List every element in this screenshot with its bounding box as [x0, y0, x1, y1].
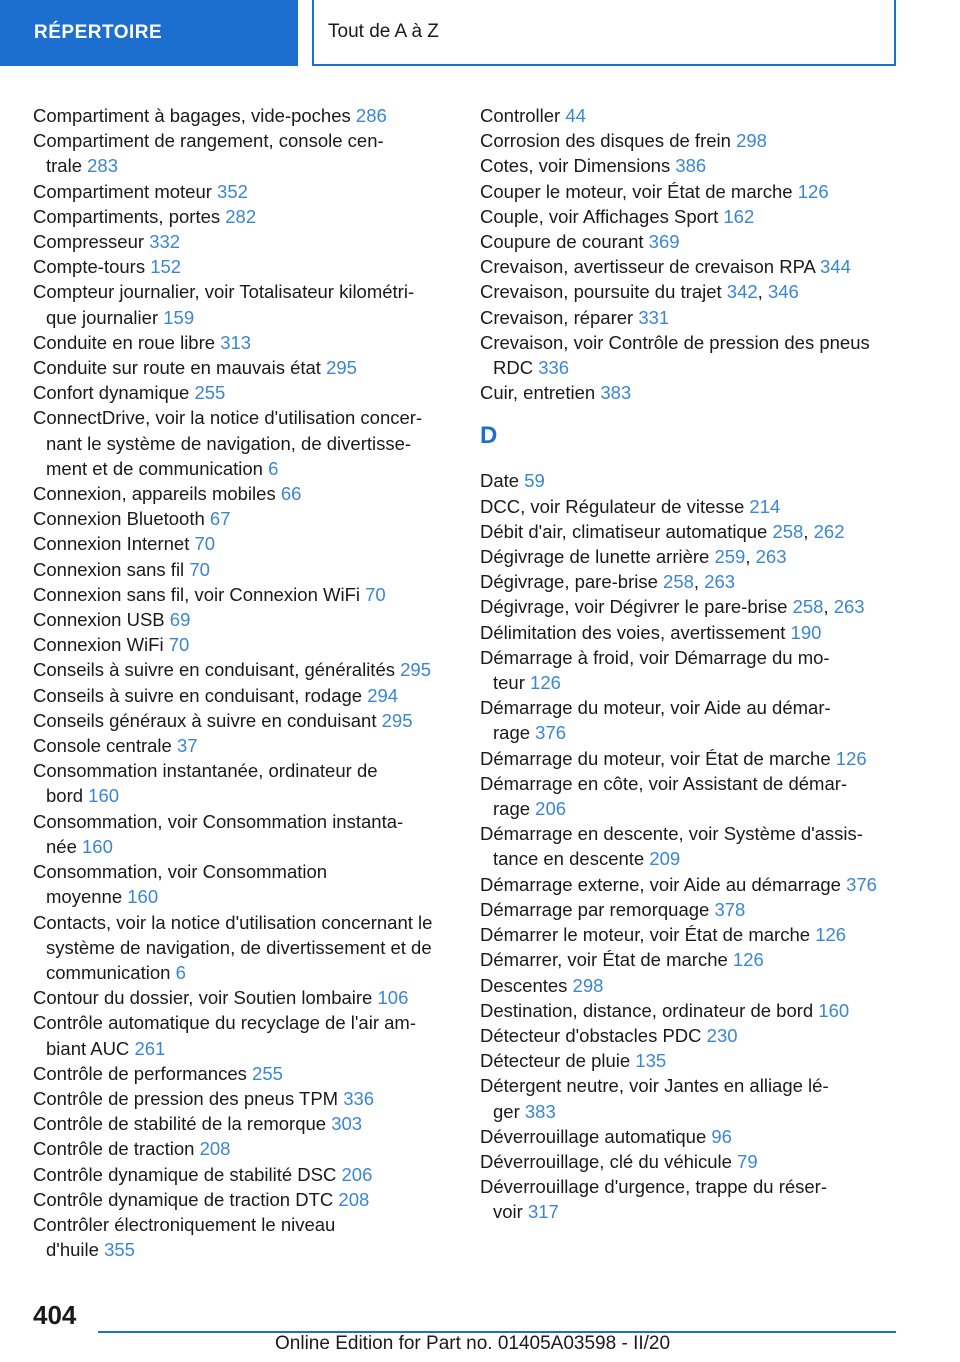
index-entry: [480, 922, 900, 947]
index-entry-continuation: d'huile: [46, 1239, 99, 1261]
index-entry-text: Compte-tours: [33, 256, 146, 278]
page-link[interactable]: 70: [194, 533, 216, 555]
index-entry: [33, 380, 453, 405]
index-entry: [480, 494, 900, 519]
index-entry: [33, 506, 453, 531]
index-entry-text: DCC, voir Régulateur de vitesse: [480, 495, 745, 517]
index-entry-text: Démarrage par remorquage: [480, 898, 710, 920]
index-entry: [480, 103, 900, 128]
page-link[interactable]: 258: [772, 520, 804, 542]
index-entry-continuation: tance en descente: [493, 848, 645, 870]
index-entry: [33, 1136, 453, 1161]
page-link[interactable]: 70: [168, 634, 190, 656]
page-link[interactable]: 70: [189, 558, 210, 580]
index-entry: [33, 733, 453, 758]
page-link[interactable]: 67: [209, 508, 231, 530]
index-entry-continuation: que journalier: [46, 306, 159, 328]
index-entry: [480, 380, 900, 405]
page-header: [0, 0, 960, 66]
index-group-d: [480, 468, 900, 1224]
index-entry: [480, 305, 900, 330]
page-link[interactable]: 355: [104, 1239, 135, 1261]
index-entry-text: Déverrouillage automatique: [480, 1125, 707, 1147]
index-entry: [33, 1111, 453, 1136]
index-entry: [33, 1162, 453, 1187]
index-entry-continuation: ment et de communication: [46, 457, 263, 479]
index-entry: [480, 1073, 900, 1123]
index-entry: [33, 1010, 453, 1060]
index-entry-text: Contrôle de performances: [33, 1062, 247, 1084]
index-entry-text: Cotes, voir Dimensions: [480, 155, 671, 177]
index-entry: [480, 179, 900, 204]
page-link[interactable]: 79: [737, 1150, 758, 1172]
index-entry: [33, 683, 453, 708]
index-entry-text: Contacts, voir la notice d'utilisation concernant le: [33, 911, 433, 933]
index-entry-text: Démarrage en descente, voir Système d'assis-: [480, 823, 863, 845]
page-link[interactable]: 69: [169, 609, 191, 631]
index-entry-text: Démarrage en côte, voir Assistant de démar-: [480, 772, 848, 794]
index-entry-text: Conduite en roue libre: [33, 331, 216, 353]
index-column-right: [480, 103, 900, 1225]
page-link[interactable]: 126: [815, 924, 847, 946]
index-entry: Crevaison, poursuite du trajet 342, 346: [480, 281, 799, 303]
page-link[interactable]: 332: [149, 231, 181, 253]
index-entry: [480, 872, 900, 897]
index-entry-continuation: rage: [493, 798, 531, 820]
index-entry: [33, 607, 453, 632]
index-entry-text: Date: [480, 470, 520, 492]
page-link[interactable]: 294: [367, 684, 399, 706]
index-entry-continuation: système de navigation, de divertissement et de: [46, 936, 432, 958]
page-link[interactable]: 208: [338, 1188, 370, 1210]
page-link[interactable]: 70: [365, 583, 386, 605]
page-link[interactable]: 206: [535, 798, 567, 820]
index-entry-text: Dégivrage, voir Dégivrer le pare-brise: [480, 596, 788, 618]
page-link[interactable]: 126: [835, 747, 867, 769]
index-entry-text: Descentes: [480, 974, 568, 996]
page-link[interactable]: 6: [268, 457, 279, 479]
index-entry: [480, 229, 900, 254]
page-link[interactable]: 126: [797, 180, 829, 202]
index-entry: [480, 1149, 900, 1174]
index-entry: [33, 557, 453, 582]
page-link[interactable]: 44: [565, 105, 586, 126]
index-entry: [33, 179, 453, 204]
page-link[interactable]: 152: [150, 256, 182, 278]
index-entry: [480, 947, 900, 972]
index-entry-text: Compartiment à bagages, vide-poches: [33, 105, 351, 126]
index-entry-text: Délimitation des voies, avertissement: [480, 621, 786, 643]
index-entry-continuation: née: [46, 835, 77, 857]
index-entry-text: Conseils généraux à suivre en conduisant: [33, 709, 377, 731]
index-entry-text: Conseils à suivre en conduisant, rodage: [33, 684, 363, 706]
index-entry: [33, 355, 453, 380]
page-link[interactable]: 160: [88, 785, 120, 807]
page-link[interactable]: 190: [790, 621, 822, 643]
page-link[interactable]: 59: [524, 470, 545, 492]
index-entry: [33, 128, 453, 178]
index-entry-text: Détecteur d'obstacles PDC: [480, 1024, 702, 1046]
page-link[interactable]: 259: [714, 546, 746, 568]
page-link[interactable]: 160: [127, 886, 159, 908]
index-entry: Dégivrage, voir Dégivrer le pare-brise 258, 263: [480, 596, 865, 618]
page-link[interactable]: 96: [711, 1125, 732, 1147]
page-link[interactable]: 283: [87, 155, 119, 177]
page-link[interactable]: 106: [377, 987, 409, 1009]
index-entry: [33, 1086, 453, 1111]
index-entry-continuation: biant AUC: [46, 1037, 130, 1059]
index-entry-text: Corrosion des disques de frein: [480, 130, 731, 152]
index-entry-text: Dégivrage de lunette arrière: [480, 546, 710, 568]
index-entry-text: Couple, voir Affichages Sport: [480, 205, 719, 227]
index-entry-text: Connexion sans fil, voir Connexion WiFi: [33, 583, 360, 605]
index-entry-text: Démarrage du moteur, voir État de marche: [480, 747, 831, 769]
index-entry-text: Crevaison, avertisseur de crevaison RPA: [480, 256, 815, 278]
index-entry: Dégivrage de lunette arrière 259, 263: [480, 546, 787, 568]
index-entry: [33, 531, 453, 556]
index-entry-text: Déverrouillage d'urgence, trappe du réser-: [480, 1176, 828, 1198]
index-group-c: [480, 103, 900, 405]
index-entry-continuation: moyenne: [46, 886, 123, 908]
index-entry-text: Contrôle de traction: [33, 1138, 195, 1160]
index-entry-text: Cuir, entretien: [480, 382, 596, 404]
page-link[interactable]: 295: [381, 709, 413, 731]
page-link[interactable]: 342: [726, 281, 758, 303]
index-entry-text: Connexion Bluetooth: [33, 508, 205, 530]
index-entry: [33, 582, 453, 607]
page-link[interactable]: 376: [535, 722, 567, 744]
index-entry-continuation: bord: [46, 785, 84, 807]
page-link[interactable]: 261: [134, 1037, 166, 1059]
page-link[interactable]: 135: [635, 1050, 667, 1072]
index-entry-text: Compteur journalier, voir Totalisateur kilométri-: [33, 281, 415, 303]
index-entry: [480, 1124, 900, 1149]
page-link[interactable]: 295: [326, 357, 357, 379]
page-link[interactable]: 263: [704, 571, 736, 593]
page-link[interactable]: 383: [524, 1100, 556, 1122]
index-entry-text: Couper le moteur, voir État de marche: [480, 180, 793, 202]
page-link[interactable]: 282: [225, 205, 257, 227]
index-entry-text: Conduite sur route en mauvais état: [33, 357, 321, 379]
index-entry-text: Connexion, appareils mobiles: [33, 483, 276, 505]
index-entry: [480, 620, 900, 645]
page-link[interactable]: 66: [280, 483, 302, 505]
index-entry-continuation: ger: [493, 1100, 520, 1122]
index-entry: [33, 758, 453, 808]
index-entry: [480, 771, 900, 821]
index-entry: [480, 897, 900, 922]
index-entry: [33, 204, 453, 229]
page-link[interactable]: 37: [176, 735, 198, 757]
page-link[interactable]: 331: [638, 306, 670, 328]
index-entry: [480, 330, 900, 380]
page-link[interactable]: 209: [649, 848, 681, 870]
index-entry-text: Contrôle dynamique de stabilité DSC: [33, 1163, 337, 1185]
index-entry-text: Connexion sans fil: [33, 558, 185, 580]
index-entry: [33, 708, 453, 733]
page-link[interactable]: 258: [663, 571, 694, 593]
index-entry-text: Déverrouillage, clé du véhicule: [480, 1150, 732, 1172]
index-entry: [33, 405, 453, 481]
index-entry-text: Compresseur: [33, 231, 145, 253]
index-entry-text: Compartiment de rangement, console cen-: [33, 130, 384, 152]
page-link[interactable]: 286: [355, 105, 387, 126]
index-entry-continuation: teur: [493, 672, 525, 694]
page-link[interactable]: 263: [833, 596, 865, 618]
index-entry-text: Contrôle de stabilité de la remorque: [33, 1113, 327, 1135]
index-entry-text: Dégivrage, pare-brise: [480, 571, 658, 593]
index-entry-text: Contrôler électroniquement le niveau: [33, 1213, 336, 1235]
index-entry: [33, 229, 453, 254]
index-entry-text: Débit d'air, climatiseur automatique: [480, 520, 768, 542]
index-entry-text: Démarrer le moteur, voir État de marche: [480, 924, 811, 946]
page-link[interactable]: 336: [538, 357, 570, 379]
index-entry: [480, 204, 900, 229]
page-link[interactable]: 298: [572, 974, 604, 996]
index-entry: [480, 746, 900, 771]
index-entry: [33, 279, 453, 329]
page-link[interactable]: 313: [220, 331, 252, 353]
index-entry-text: Détecteur de pluie: [480, 1050, 631, 1072]
page-link[interactable]: 298: [736, 130, 767, 152]
page-link[interactable]: 255: [252, 1062, 283, 1084]
page-link[interactable]: 126: [530, 672, 561, 694]
index-entry-text: Crevaison, voir Contrôle de pression des pneus: [480, 331, 870, 353]
index-entry-text: Contrôle de pression des pneus TPM: [33, 1087, 339, 1109]
index-column-left: [33, 103, 453, 1262]
section-letter-heading: D: [480, 422, 498, 450]
index-entry-text: Détergent neutre, voir Jantes en alliage lé-: [480, 1075, 829, 1097]
index-entry-text: Consommation, voir Consommation: [33, 861, 328, 883]
index-entry-text: Controller: [480, 105, 561, 126]
index-entry: [480, 254, 900, 279]
index-entry-text: Démarrage du moteur, voir Aide au démar-: [480, 697, 831, 719]
page-link[interactable]: 160: [818, 999, 850, 1021]
page-link[interactable]: 295: [400, 659, 432, 681]
index-entry-continuation: communication: [46, 961, 171, 983]
page-link[interactable]: 126: [732, 949, 764, 971]
index-entry-text: Contour du dossier, voir Soutien lombaire: [33, 987, 373, 1009]
index-entry-text: Contrôle automatique du recyclage de l'air am-: [33, 1012, 416, 1034]
index-entry: [33, 330, 453, 355]
index-entry-text: Consommation instantanée, ordinateur de: [33, 760, 378, 782]
index-entry-continuation: RDC: [493, 357, 534, 379]
index-entry-continuation: nant le système de navigation, de divertisse-: [46, 432, 412, 454]
page-link[interactable]: 336: [343, 1087, 375, 1109]
index-entry: [33, 1061, 453, 1086]
index-entry: [33, 103, 453, 128]
index-entry-text: Crevaison, réparer: [480, 306, 634, 328]
page-link[interactable]: 263: [755, 546, 787, 568]
page-number: 404: [33, 1300, 77, 1330]
index-entry-text: Console centrale: [33, 735, 172, 757]
index-entry-text: Coupure de courant: [480, 231, 644, 253]
page-link[interactable]: 369: [648, 231, 680, 253]
page-link[interactable]: 262: [813, 520, 845, 542]
index-entry: [480, 821, 900, 871]
index-entry: [33, 1212, 453, 1262]
page-link[interactable]: 346: [767, 281, 799, 303]
index-entry-text: Connexion USB: [33, 609, 165, 631]
page-link[interactable]: 317: [527, 1201, 559, 1223]
page-link[interactable]: 206: [341, 1163, 373, 1185]
index-entry-text: Destination, distance, ordinateur de bord: [480, 999, 814, 1021]
index-entry-text: Contrôle dynamique de traction DTC: [33, 1188, 334, 1210]
index-entry-continuation: rage: [493, 722, 531, 744]
page-link[interactable]: 344: [820, 256, 851, 278]
page-link[interactable]: 160: [82, 835, 113, 857]
page-link[interactable]: 230: [706, 1024, 738, 1046]
index-entry: [480, 153, 900, 178]
index-entry: [480, 998, 900, 1023]
index-entry-text: Crevaison, poursuite du trajet: [480, 281, 722, 303]
page-link[interactable]: 258: [792, 596, 824, 618]
index-entry: [33, 859, 453, 909]
index-entry-continuation: voir: [493, 1201, 523, 1223]
index-entry: [33, 985, 453, 1010]
page-link[interactable]: 6: [175, 961, 186, 983]
index-entry: [33, 254, 453, 279]
index-entry: [480, 645, 900, 695]
index-entry-text: ConnectDrive, voir la notice d'utilisation concer-: [33, 407, 423, 429]
index-entry: [480, 1174, 900, 1224]
index-entry: Dégivrage, pare-brise 258, 263: [480, 571, 736, 593]
page-link[interactable]: 208: [199, 1138, 231, 1160]
page-link[interactable]: 386: [675, 155, 707, 177]
index-entry: [33, 481, 453, 506]
index-entry: [33, 1187, 453, 1212]
index-entry-text: Démarrage à froid, voir Démarrage du mo-: [480, 646, 830, 668]
page-link[interactable]: 159: [163, 306, 195, 328]
page-link[interactable]: 303: [331, 1113, 363, 1135]
index-entry: [480, 1048, 900, 1073]
index-entry: [480, 468, 900, 493]
index-entry: [480, 973, 900, 998]
index-entry-text: Confort dynamique: [33, 382, 190, 404]
page-link[interactable]: 255: [194, 382, 226, 404]
index-entry: [33, 809, 453, 859]
section-tab[interactable]: RÉPERTOIRE: [0, 0, 298, 66]
page-link[interactable]: 383: [600, 382, 632, 404]
index-entry: [33, 632, 453, 657]
page-link[interactable]: 378: [714, 898, 746, 920]
page-link[interactable]: 214: [749, 495, 781, 517]
index-entry: [480, 128, 900, 153]
index-entry-text: Démarrage externe, voir Aide au démarrage: [480, 873, 841, 895]
index-entry-text: Compartiment moteur: [33, 180, 212, 202]
index-entry-continuation: trale: [46, 155, 82, 177]
index-entry: Débit d'air, climatiseur automatique 258, 262: [480, 520, 845, 542]
index-entry: [33, 657, 453, 682]
index-entry-text: Connexion WiFi: [33, 634, 164, 656]
index-entry: [480, 695, 900, 745]
index-entry-text: Conseils à suivre en conduisant, généralités: [33, 659, 395, 681]
page-link[interactable]: 352: [217, 180, 248, 202]
index-entry-text: Consommation, voir Consommation instanta-: [33, 810, 404, 832]
index-entry: [480, 1023, 900, 1048]
index-entry-text: Connexion Internet: [33, 533, 190, 555]
index-entry-text: Démarrer, voir État de marche: [480, 949, 728, 971]
section-title: Tout de A à Z: [312, 0, 896, 66]
edition-label: Online Edition for Part no. 01405A03598 - II/20: [275, 1333, 671, 1354]
page-link[interactable]: 376: [846, 873, 877, 895]
index-entry-text: Compartiments, portes: [33, 205, 221, 227]
index-entry: [33, 910, 453, 986]
page-link[interactable]: 162: [723, 205, 755, 227]
